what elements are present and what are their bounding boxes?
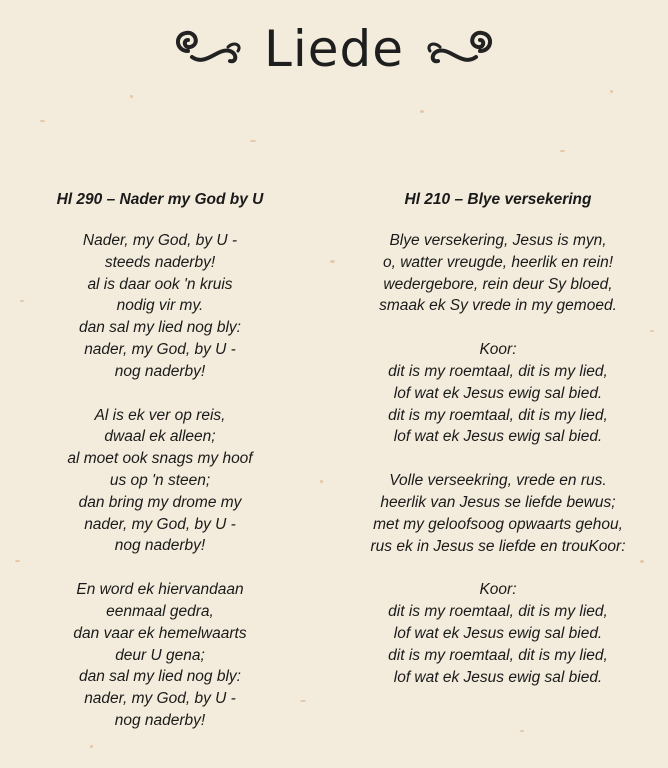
chorus-label: Koor:: [479, 581, 517, 599]
lyric-line: nog naderby!: [114, 362, 206, 380]
lyric-line: al is daar ook 'n kruis: [87, 275, 233, 293]
page-title: Liede: [263, 20, 404, 78]
lyric-line: nodig vir my.: [116, 297, 204, 315]
lyric-line: Al is ek ver op reis,: [94, 406, 226, 424]
lyric-line: dan bring my drome my: [78, 493, 242, 511]
lyric-line: met my geloofsoog opwaarts gehou,: [373, 515, 623, 533]
hymn-210-chorus-2: [338, 579, 658, 688]
lyric-line: nog naderby!: [114, 537, 206, 555]
lyric-line: nader, my God, by U -: [84, 690, 236, 708]
lyric-line: dit is my roemtaal, dit is my lied,: [388, 646, 608, 664]
hymn-290-column: [0, 190, 320, 754]
lyric-line: nog naderby!: [114, 711, 206, 729]
lyric-line: Volle verseekring, vrede en rus.: [389, 472, 607, 490]
lyric-line: Nader, my God, by U -: [82, 232, 238, 249]
lyric-line: lof wat ek Jesus ewig sal bied.: [393, 668, 603, 686]
hymn-290-stanza-2: [0, 405, 320, 558]
lyric-line: dit is my roemtaal, dit is my lied,: [388, 603, 608, 621]
lyric-line: nader, my God, by U -: [84, 515, 236, 533]
lyric-line: dwaal ek alleen;: [104, 428, 216, 446]
lyric-line: lof wat ek Jesus ewig sal bied.: [393, 624, 603, 642]
lyric-line: us op 'n steen;: [109, 471, 211, 489]
lyric-line: eenmaal gedra,: [106, 602, 214, 620]
hymn-290-stanza-1: [0, 230, 320, 383]
left-swirl-ornament-icon: [166, 21, 246, 77]
hymn-290-stanza-3: [0, 579, 320, 732]
lyric-line: En word ek hiervandaan: [76, 581, 244, 599]
lyric-line: nader, my God, by U -: [84, 340, 236, 358]
lyric-line: smaak ek Sy vrede in my gemoed.: [379, 297, 617, 315]
lyric-line: Blye versekering, Jesus is myn,: [389, 232, 607, 249]
lyric-line: wedergebore, rein deur Sy bloed,: [383, 275, 613, 293]
hymn-210-stanza-1: [338, 230, 658, 317]
lyric-line: lof wat ek Jesus ewig sal bied.: [393, 384, 603, 402]
lyric-line: rus ek in Jesus se liefde en trouKoor:: [370, 537, 626, 555]
lyric-line: dan sal my lied nog bly:: [79, 319, 241, 337]
page-header: [0, 14, 668, 84]
right-swirl-ornament-icon: [422, 21, 502, 77]
hymn-210-title: Hl 210 – Blye versekering: [404, 191, 592, 208]
lyric-line: al moet ook snags my hoof: [67, 450, 253, 468]
lyric-line: dan sal my lied nog bly:: [79, 668, 241, 686]
lyric-line: steeds naderby!: [104, 253, 216, 271]
lyric-line: lof wat ek Jesus ewig sal bied.: [393, 428, 603, 446]
hymn-210-column: [338, 190, 658, 710]
lyric-line: dan vaar ek hemelwaarts: [73, 624, 247, 642]
chorus-label: Koor:: [479, 341, 517, 359]
hymn-210-chorus-1: [338, 339, 658, 448]
hymn-290-title: Hl 290 – Nader my God by U: [56, 191, 264, 208]
hymn-210-stanza-2: [338, 470, 658, 557]
lyric-line: deur U gena;: [115, 646, 205, 664]
lyric-line: dit is my roemtaal, dit is my lied,: [388, 362, 608, 380]
lyric-line: dit is my roemtaal, dit is my lied,: [388, 406, 608, 424]
lyric-line: o, watter vreugde, heerlik en rein!: [382, 253, 614, 271]
lyric-line: heerlik van Jesus se liefde bewus;: [380, 493, 616, 511]
